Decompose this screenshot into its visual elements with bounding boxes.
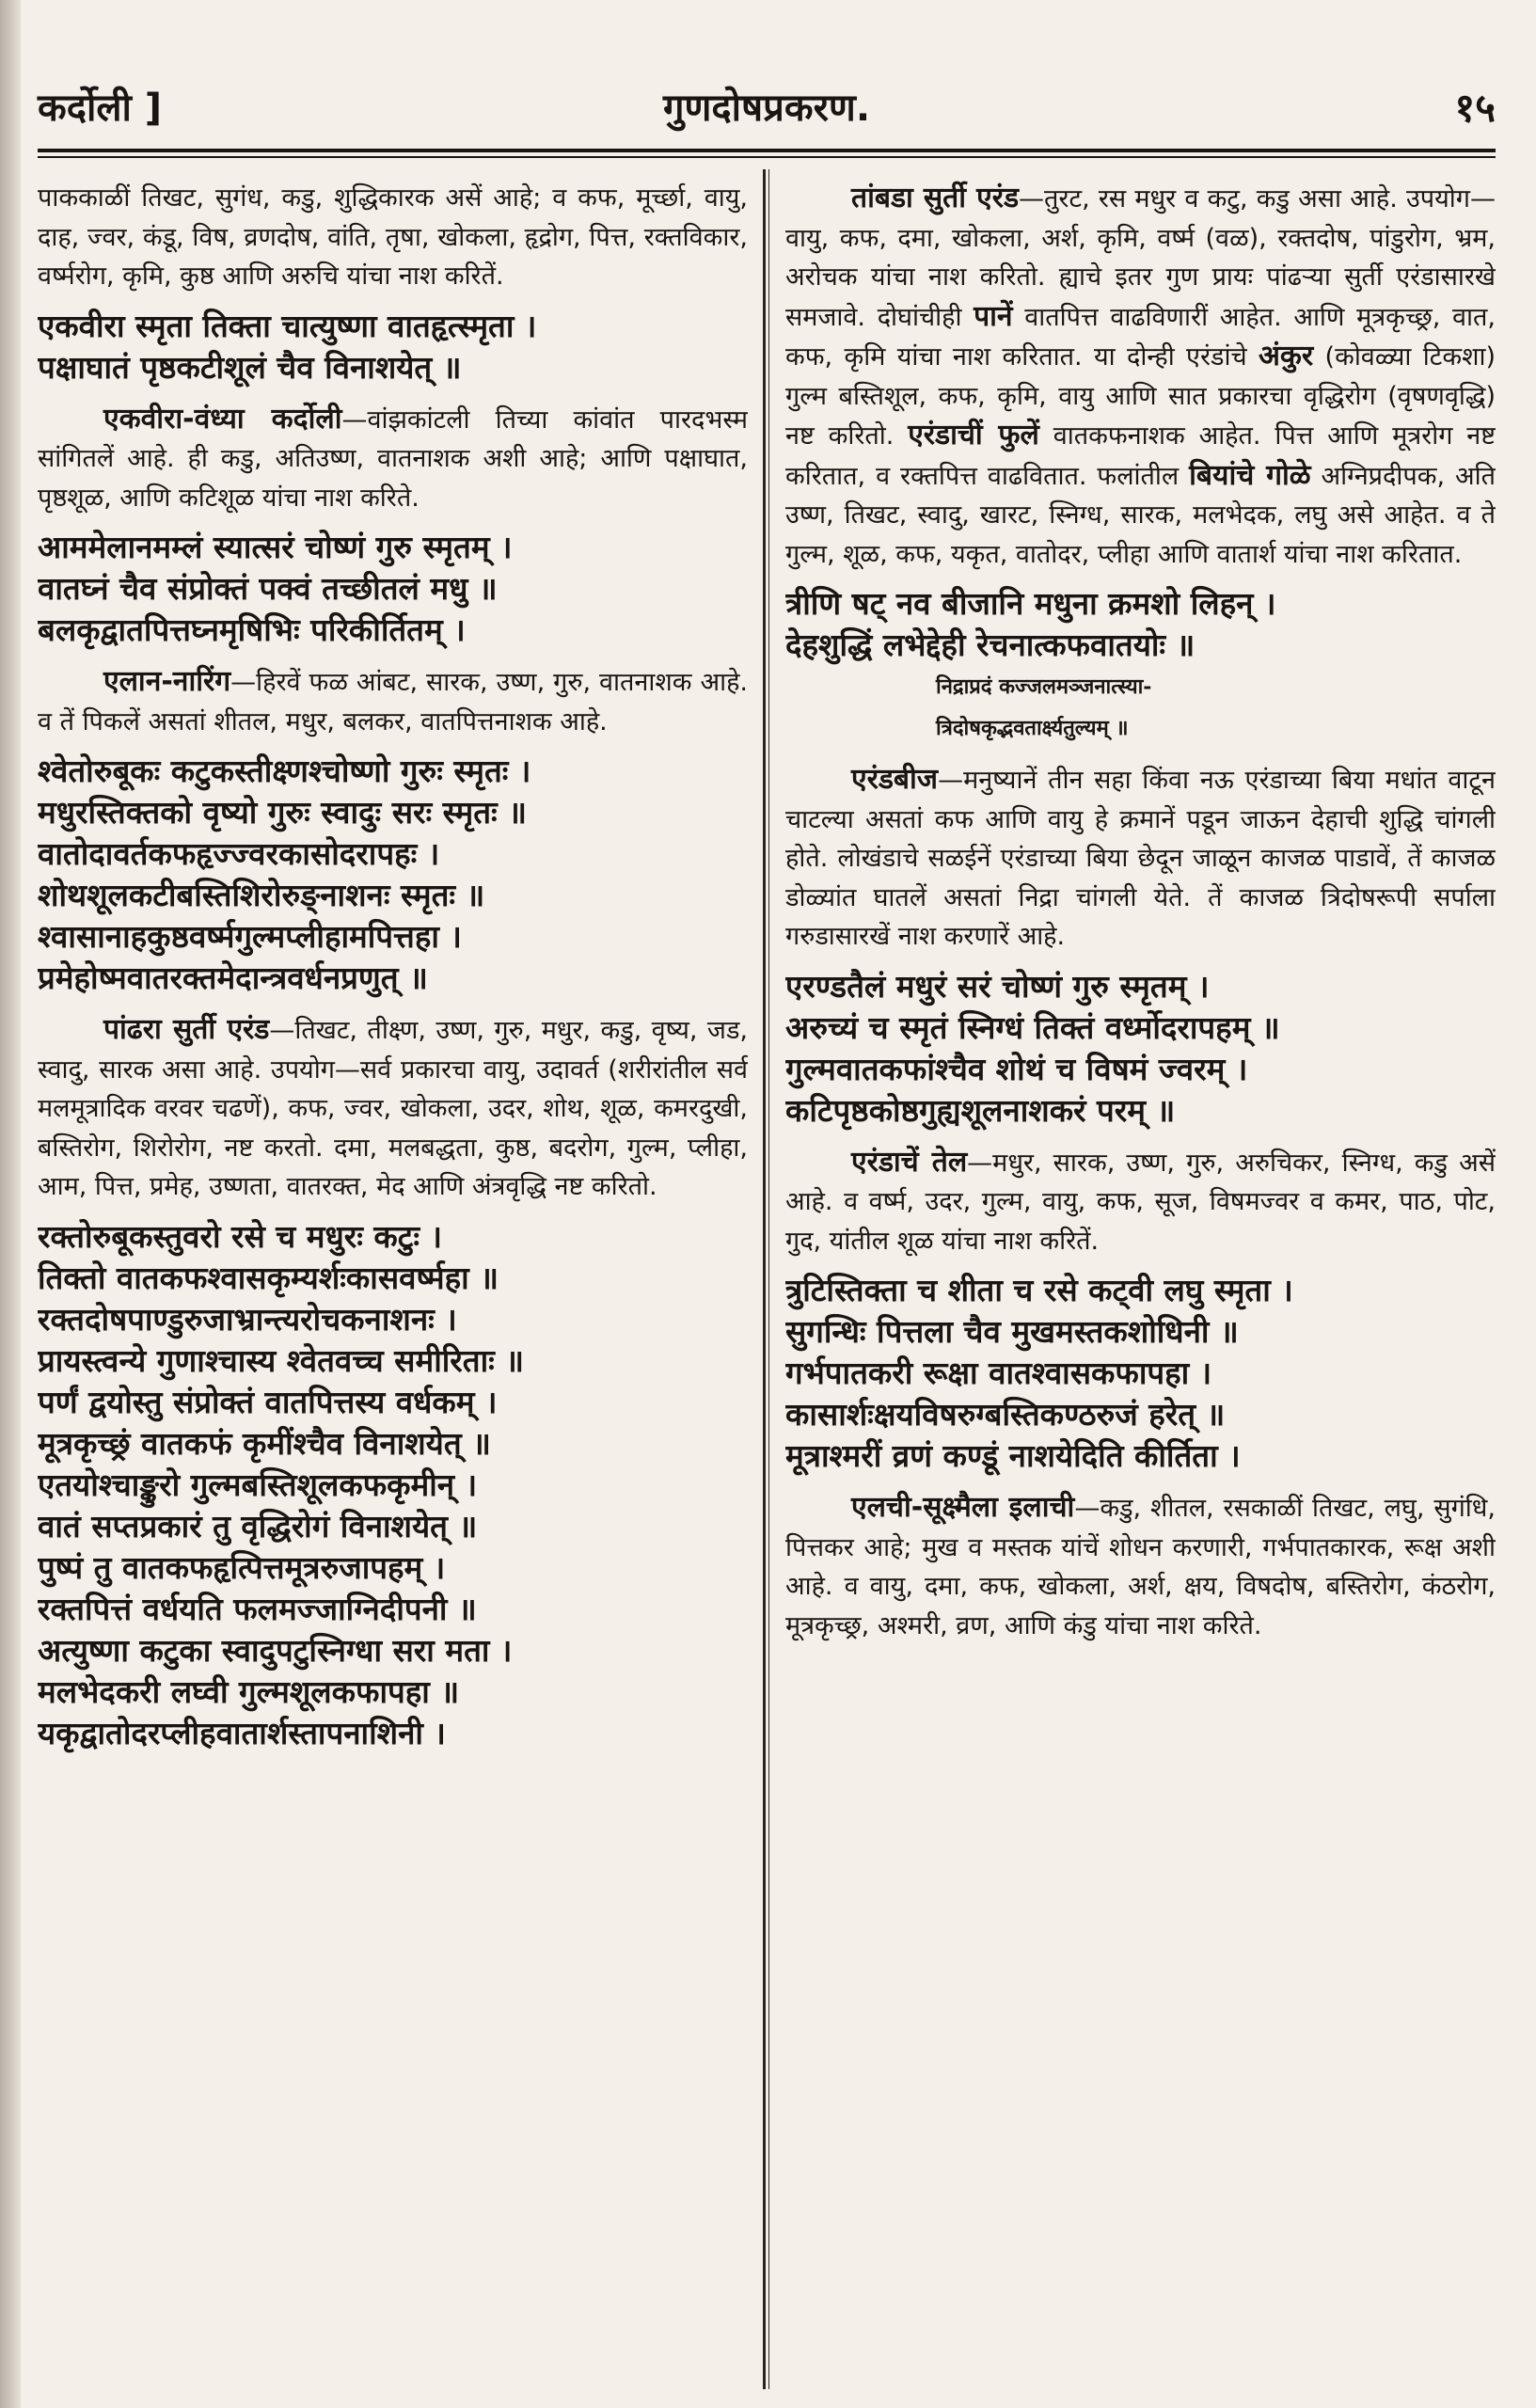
entry-text: वातकफनाशक आहेत. पित्त आणि मूत्ररोग नष्ट करितात, व रक्तपित्त वाढवितात. फलांतील (785, 421, 1496, 491)
sanskrit-verse (38, 527, 748, 651)
verse-line: वातोदावर्तकफहृज्ज्वरकासोदरापहः । (38, 835, 440, 872)
verse-line: शोथशूलकटीबस्तिशिरोरुङ्नाशनः स्मृतः ॥ (38, 877, 485, 913)
page-binding-shadow (0, 0, 21, 2408)
entry-text: —वांझकांटली तिच्या कांवांत पारदभस्म सांगितलें आहे. ही कडु, अतिउष्ण, वातनाशक अशी आहे; आणि पक्षाघात, पृष्ठशूळ, आणि कटिशूळ यांचा नाश करिते. (38, 404, 748, 513)
verse-line: रक्तपित्तं वर्धयति फलमज्जाग्निदीपनी ॥ (38, 1590, 477, 1627)
verse-line: मधुरस्तिक्तको वृष्यो गुरुः स्वादुः सरः स्मृतः ॥ (38, 794, 527, 831)
verse-line: तिक्तो वातकफश्वासकृम्यर्शःकासवर्ष्महा ॥ (38, 1259, 499, 1296)
verse-line: गुल्मवातकफांश्चैव शोथं च विषमं ज्वरम् । (785, 1050, 1248, 1087)
verse-line: एरण्डतैलं मधुरं सरं चोष्णं गुरु स्मृतम् । (785, 967, 1210, 1005)
entry-text: —कडु, शीतल, रसकाळीं तिखट, लघु, सुगंधि, पित्तकर आहे; मुख व मस्तक यांचें शोधन करणारी, गर्भपातकारक, रूक्ष अशी आहे. व वायु, दमा, कफ, खोकला, अर्श, क्षय, विषदोष, बस्तिरोग, कंठरोग, मूत्रकृच्छ्र, अश्मरी, व्रण, आणि कंडु यांचा नाश करिते. (785, 1494, 1496, 1640)
left-column (38, 179, 748, 2380)
inline-term: एरंडाचीं फुलें (908, 419, 1039, 452)
verse-line: बलकृद्वातपित्तघ्नमृषिभिः परिकीर्तितम् । (38, 611, 466, 648)
paragraph (785, 760, 1496, 957)
paragraph: पाककाळीं तिखट, सुगंध, कडु, शुद्धिकारक असें आहे; व कफ, मूर्च्छा, वायु, दाह, ज्वर, कंडू, विष, व्रणदोष, वांति, तृषा, खोकला, हृद्रोग, पित्त, रक्तविकार, वर्ष्मरोग, कृमि, कुष्ठ आणि अरुचि यांचा नाश करितें. (38, 183, 748, 291)
entry-text: वातपित्त वाढविणारीं आहेत. आणि मूत्रकृच्छ्र, वात, कफ, कृमि यांचा नाश करितात. या दोन्ही एरंडांचे (785, 302, 1496, 372)
verse-line: त्रिदोषकृद्भवतार्क्ष्यतुल्यम् ॥ (936, 716, 1129, 740)
header-rule-thin (38, 156, 1496, 158)
verse-line: वातं सप्तप्रकारं तु वृद्धिरोगं विनाशयेत् ॥ (38, 1507, 478, 1545)
entry-heading: तांबडा सुर्ती एरंड (851, 182, 1020, 214)
entry-heading: एलची-सूक्ष्मैला इलाची (851, 1491, 1075, 1524)
entry-text: —मधुर, सारक, उष्ण, गुरु, अरुचिकर, स्निग्ध, कडु असें आहे. व वर्ष्म, उदर, गुल्म, वायु, कफ, सूज, विषमज्वर व कमर, पाठ, पोट, गुद, यांतील शूळ यांचा नाश करितें. (785, 1148, 1496, 1256)
verse-line: वातघ्नं चैव संप्रोक्तं पक्वं तच्छीतलं मधु ॥ (38, 570, 498, 607)
verse-line: रक्तदोषपाण्डुरुजाभ्रान्त्यरोचकनाशनः । (38, 1300, 457, 1338)
paragraph (785, 179, 1496, 574)
entry-heading: एलान-नारिंग (103, 665, 231, 698)
verse-line: पर्णं द्वयोस्तु संप्रोक्तं वातपित्तस्य वर्धकम् । (38, 1383, 498, 1420)
verse-line: पुष्पं तु वातकफहृत्पित्तमूत्ररुजापहम् । (38, 1548, 446, 1586)
sanskrit-verse (785, 583, 1496, 749)
header-title: गुणदोषप्रकरण. (662, 87, 871, 130)
verse-line: प्रमेहोष्मवातरक्तमेदान्त्रवर्धनप्रणुत् ॥ (38, 959, 428, 996)
verse-line: रक्तोरुबूकस्तुवरो रसे च मधुरः कटुः । (38, 1217, 443, 1255)
inline-term: अंकुर (1258, 340, 1314, 372)
paragraph (38, 662, 748, 741)
page-number: १५ (1454, 85, 1496, 131)
entry-heading: एरंडाचें तेल (851, 1145, 968, 1179)
entry-heading: एकवीरा-वंध्या कर्दोली (103, 402, 342, 436)
verse-line: यकृद्वातोदरप्लीहवातार्शस्तापनाशिनी । (38, 1714, 446, 1751)
verse-line: गर्भपातकरी रूक्षा वातश्वासकफापहा । (785, 1354, 1212, 1391)
sanskrit-verse (38, 751, 748, 999)
verse-line: सुगन्धिः पित्तला चैव मुखमस्तकशोधिनी ॥ (785, 1313, 1239, 1350)
verse-line: कटिपृष्ठकोष्ठगुह्यशूलनाशकरं परम् ॥ (785, 1091, 1176, 1129)
verse-line: एकवीरा स्मृता तिक्ता चात्युष्णा वातहृत्स्मृता । (38, 307, 537, 344)
verse-line: आममेलानमम्लं स्यात्सरं चोष्णं गुरु स्मृतम् । (38, 529, 513, 565)
header-rule-thick (38, 149, 1496, 152)
verse-line: पक्षाघातं पृष्ठकटीशूलं चैव विनाशयेत् ॥ (38, 348, 462, 386)
paragraph (785, 1488, 1496, 1645)
entry-text: —तिखट, तीक्ष्ण, उष्ण, गुरु, मधुर, कडु, वृष्य, जड, स्वादु, सारक असा आहे. उपयोग—सर्व प्रकारचा वायु, उदावर्त (शरीरांतील सर्व मलमूत्रादिक वरवर चढणें), कफ, ज्वर, खोकला, उदर, शोथ, शूळ, कमरदुखी, बस्तिरोग, शिरोरोग, नष्ट करतो. दमा, मलबद्धता, कुष्ठ, बदरोग, गुल्म, प्लीहा, आम, पित्त, प्रमेह, उष्णता, वातरक्त, मेद आणि अंत्रवृद्धि नष्ट करितो. (38, 1016, 748, 1201)
verse-line: मूत्राश्मरीं व्रणं कण्डूं नाशयेदिति कीर्तिता । (785, 1437, 1241, 1474)
verse-line: श्वेतोरुबूकः कटुकस्तीक्ष्णश्चोष्णो गुरुः स्मृतः । (38, 752, 531, 789)
entry-text: —मनुष्यानें तीन सहा किंवा नऊ एरंडाच्या बिया मधांत वाटून चाटल्या असतां कफ आणि वायु हे क्रमानें पडून जाऊन देहाची शुद्धि चांगली होते. लोखंडाचे सळईनें एरंडाच्या बिया छेदून जाळून काजळ पाडावें, तें काजळ डोळ्यांत घातलें असतां निद्रा चांगली येते. तें काजळ त्रिदोषरूपी सर्पाला गरुडासारखें नाश करणारें आहे. (785, 766, 1496, 951)
right-column (785, 179, 1496, 2380)
verse-line: अरुच्यं च स्मृतं स्निग्धं तिक्तं वर्ध्मोदरापहम् ॥ (785, 1008, 1280, 1046)
entry-heading: एरंडबीज (851, 763, 939, 796)
entry-text: —तुरट, रस मधुर व कटु, कडु असा आहे. उपयोग—वायु, कफ, दमा, खोकला, अर्श, कृमि, वर्ष्म (वळ), रक्तदोष, पांडुरोग, भ्रम, अरोचक यांचा नाश करितो. ह्याचे इतर गुण प्रायः पांढऱ्या सुर्ती एरंडासारखे समजावे. दोघांचीही (785, 184, 1496, 332)
paragraph (785, 1143, 1496, 1261)
verse-line: श्वासानाहकुष्ठवर्ष्मगुल्मप्लीहामपित्तहा । (38, 918, 462, 955)
verse-line: देहशुद्धिं लभेद्देही रेचनात्कफवातयोः ॥ (785, 626, 1196, 663)
sanskrit-verse (38, 306, 748, 388)
verse-line: प्रायस्त्वन्ये गुणाश्चास्य श्वेतवच्च समीरिताः ॥ (38, 1341, 525, 1379)
sanskrit-verse (38, 1216, 748, 1754)
entry-heading: पांढरा सुर्ती एरंड (103, 1013, 270, 1046)
verse-line: मलभेदकरी लघ्वी गुल्मशूलकफापहा ॥ (38, 1672, 460, 1710)
running-header (38, 80, 1496, 146)
inline-term: पानें (974, 299, 1013, 333)
header-section: कर्दोली ] (38, 87, 163, 130)
paragraph (38, 400, 748, 518)
verse-line: त्रुटिस्तिक्ता च शीता च रसे कट्वी लघु स्मृता । (785, 1272, 1293, 1308)
inline-term: बियांचे गोळे (1189, 458, 1311, 492)
verse-line: कासार्शःक्षयविषरुग्बस्तिकण्ठरुजं हरेत् ॥ (785, 1396, 1226, 1433)
entry-text: (कोवळ्या टिकशा) गुल्म बस्तिशूल, कफ, कृमि, वायु आणि सात प्रकारचा वृद्धिरोग (वृषणवृद्धि) नष्ट करितो. (785, 342, 1496, 451)
verse-line: त्रीणि षट् नव बीजानि मधुना क्रमशो लिहन् । (785, 585, 1276, 622)
paragraph (38, 1010, 748, 1207)
column-divider (763, 169, 766, 2389)
verse-line: एतयोश्चाङ्कुरो गुल्मबस्तिशूलकफकृमीन् । (38, 1465, 478, 1503)
sanskrit-verse (785, 1270, 1496, 1477)
entry-text: अग्निप्रदीपक, अति उष्ण, तिखट, स्वादु, खारट, स्निग्ध, सारक, मलभेदक, लघु असे आहेत. व ते गुल्म, शूळ, कफ, यकृत, वातोदर, प्लीहा आणि वातार्श यांचा नाश करितात. (785, 461, 1496, 569)
verse-line: अत्युष्णा कटुका स्वादुपटुस्निग्धा सरा मता । (38, 1631, 513, 1669)
verse-line: मूत्रकृच्छ्रं वातकफं कृमींश्चैव विनाशयेत् ॥ (38, 1424, 491, 1462)
column-divider-thin (768, 169, 769, 2389)
verse-line: निद्राप्रदं कज्जलमञ्जनात्स्या- (936, 674, 1152, 699)
sanskrit-verse (785, 966, 1496, 1132)
entry-text: —हिरवें फळ आंबट, सारक, उष्ण, गुरु, वातनाशक आहे. व तें पिकलें असतां शीतल, मधुर, बलकर, वातपित्तनाशक आहे. (38, 668, 748, 737)
